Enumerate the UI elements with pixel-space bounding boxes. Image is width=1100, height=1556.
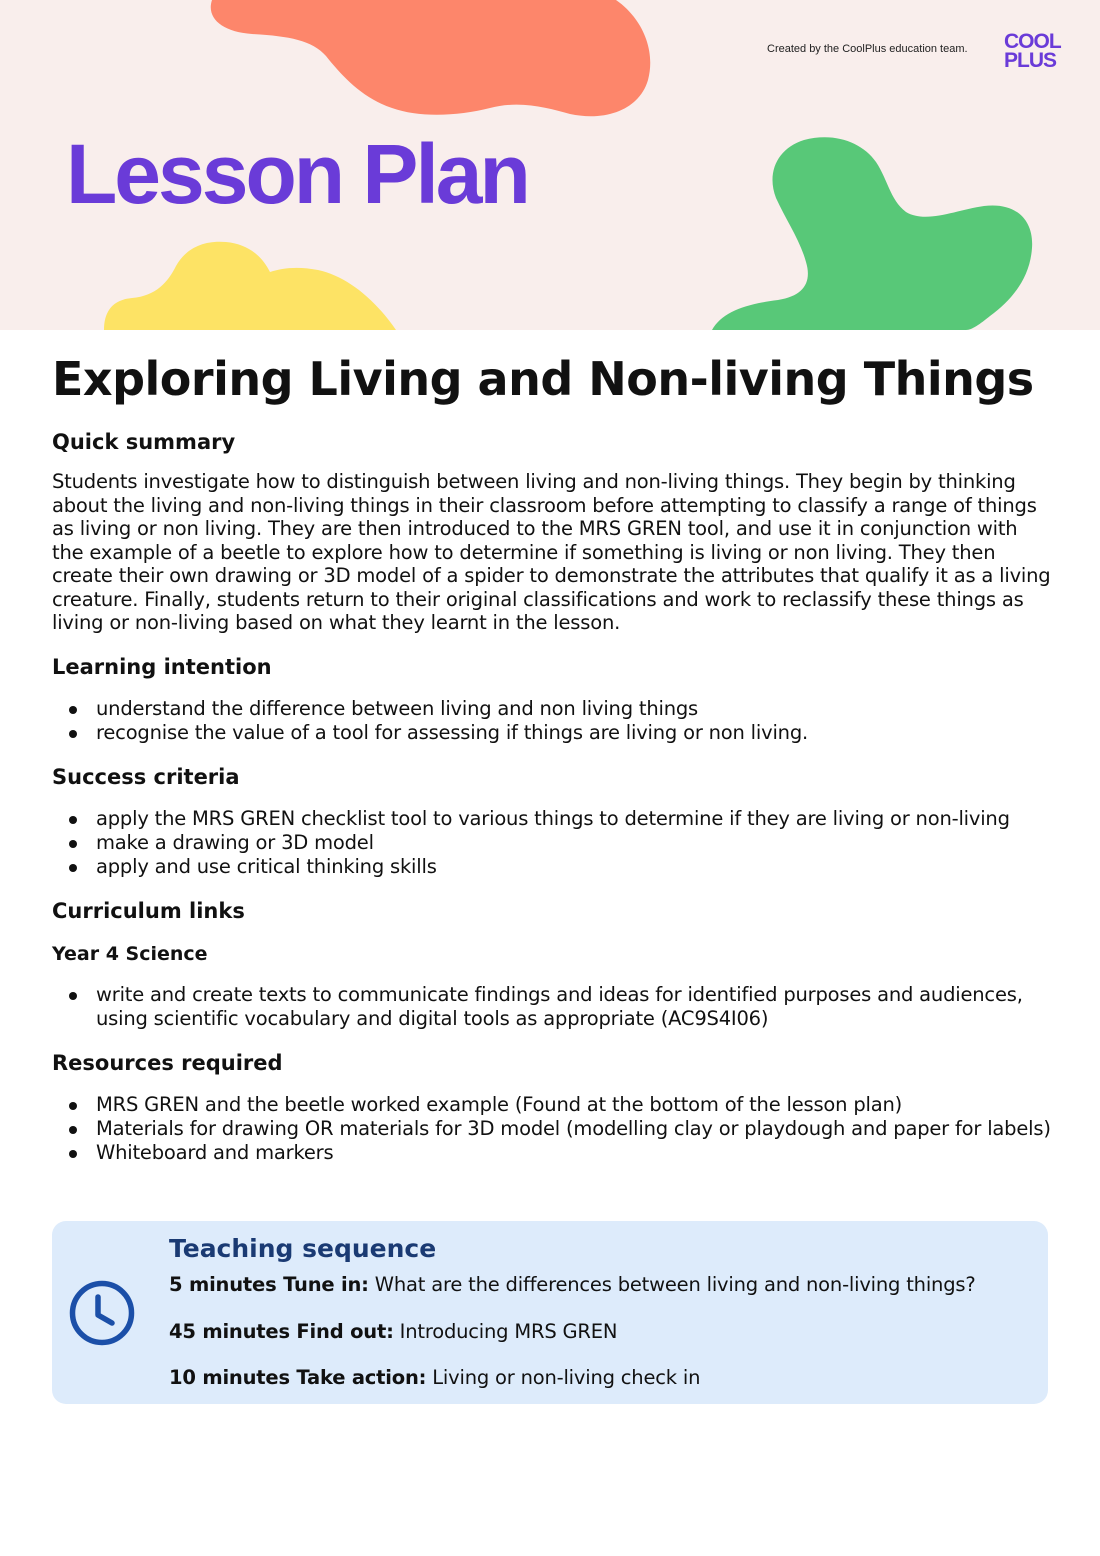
curriculum-list — [52, 983, 1052, 1031]
clock-icon — [68, 1279, 136, 1347]
coolplus-logo — [1004, 32, 1068, 70]
sequence-row-label: 5 minutes Tune in: — [169, 1273, 369, 1296]
logo-line-2: PLUS — [1004, 49, 1057, 72]
resources-heading: Resources required — [52, 1050, 283, 1075]
header-banner — [0, 0, 1100, 330]
list-item: Materials for drawing OR materials for 3D model (modelling clay or playdough and paper for labels) — [52, 1117, 1052, 1141]
curriculum-subheading: Year 4 Science — [52, 942, 208, 965]
document-title: Exploring Living and Non-living Things — [52, 352, 1034, 406]
success-criteria-list — [52, 807, 1052, 879]
list-item: Whiteboard and markers — [52, 1141, 1052, 1165]
learning-intention-list — [52, 697, 1052, 745]
logo-line-1: COOL — [1004, 30, 1061, 53]
success-criteria-heading: Success criteria — [52, 764, 240, 789]
yellow-blob — [104, 242, 396, 330]
sequence-row-text: Living or non-living check in — [426, 1366, 701, 1389]
learning-intention-heading: Learning intention — [52, 654, 272, 679]
teaching-sequence-heading: Teaching sequence — [169, 1234, 437, 1263]
list-item: write and create texts to communicate findings and ideas for identified purposes and audiences, using scientific vocabulary and digital tools as appropriate (AC9S4I06) — [52, 983, 1052, 1031]
list-item: make a drawing or 3D model — [52, 831, 1052, 855]
list-item: recognise the value of a tool for assessing if things are living or non living. — [52, 721, 1052, 745]
sequence-row-text: What are the differences between living and non-living things? — [368, 1273, 976, 1296]
sequence-row-label: 10 minutes Take action: — [169, 1366, 427, 1389]
list-item: apply and use critical thinking skills — [52, 855, 1052, 879]
quick-summary-heading: Quick summary — [52, 430, 236, 454]
sequence-row-label: 45 minutes Find out: — [169, 1320, 394, 1343]
resources-list — [52, 1093, 1052, 1165]
curriculum-links-heading: Curriculum links — [52, 898, 245, 923]
sequence-row-tune-in — [169, 1273, 976, 1296]
list-item: MRS GREN and the beetle worked example (Found at the bottom of the lesson plan) — [52, 1093, 1052, 1117]
sequence-row-take-action — [169, 1366, 700, 1389]
orange-blob — [211, 0, 650, 116]
sequence-row-text: Introducing MRS GREN — [393, 1320, 618, 1343]
green-blob — [712, 137, 1032, 330]
lesson-content — [52, 348, 1052, 1165]
lesson-plan-title: Lesson Plan — [66, 127, 528, 221]
list-item: understand the difference between living and non living things — [52, 697, 1052, 721]
quick-summary-text: Students investigate how to distinguish between living and non-living things. They begin by thinking about the living and non-living things in their classroom before attempting to classify a range of things as living or non living. They are then introduced to the MRS GREN tool, and use it in conjunction with the example of a beetle to explore how to determine if something is living or non living. They then create their own drawing or 3D model of a spider to demonstrate the attributes that qualify it as a living creature. Finally, students return to their original classifications and work to reclassify these things as living or non-living based on what they learnt in the lesson. — [52, 470, 1051, 634]
teaching-sequence-panel — [52, 1221, 1048, 1404]
sequence-row-find-out — [169, 1320, 617, 1343]
list-item: apply the MRS GREN checklist tool to various things to determine if they are living or non-living — [52, 807, 1052, 831]
credit-text: Created by the CoolPlus education team. — [767, 43, 968, 55]
